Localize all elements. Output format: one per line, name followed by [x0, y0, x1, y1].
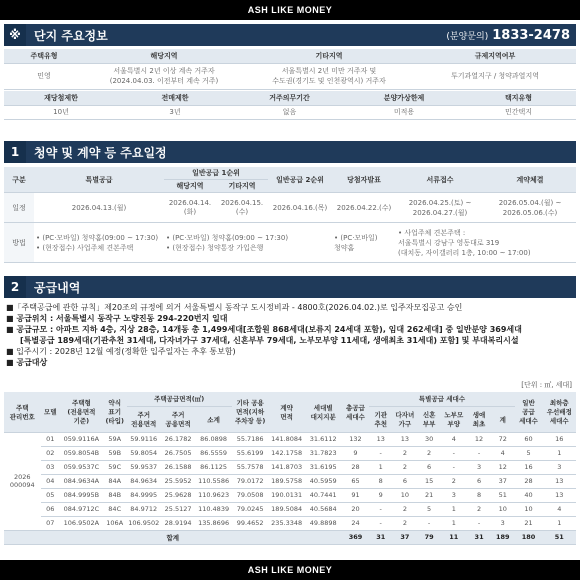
- table-cell: 15: [418, 474, 441, 488]
- table-cell: 40.7441: [305, 488, 342, 502]
- col-header: 모델: [41, 392, 60, 432]
- table-cell: 21: [418, 488, 441, 502]
- col-header: 최하층 우선배정 세대수: [543, 392, 576, 432]
- table-cell: 26.1588: [161, 460, 195, 474]
- table-row: [4, 502, 576, 516]
- table-cell: 26.7505: [161, 446, 195, 460]
- land-type: 민간택지: [461, 105, 576, 119]
- col-header: 특별공급: [34, 167, 164, 193]
- col-header: 서류접수: [396, 167, 484, 193]
- table-cell: 6: [467, 474, 491, 488]
- table-cell: 10: [392, 488, 418, 502]
- table-cell: 28: [342, 460, 370, 474]
- table-cell: 20: [342, 502, 370, 516]
- table-cell: 59.9537: [127, 460, 161, 474]
- table-cell: 8: [467, 488, 491, 502]
- table-cell: 4: [440, 432, 467, 446]
- table-cell: 1: [440, 516, 467, 530]
- note-line: [특별공급 189세대(기관추천 31세대, 다자녀가구 37세대, 신혼부부 79세대, 노부모부양 11세대, 생애최초 31세대) 포함] 및 부대복리시설: [20, 336, 519, 345]
- table-cell: 60: [515, 432, 543, 446]
- table-cell: 91: [342, 488, 370, 502]
- table-cell: 31.6112: [305, 432, 342, 446]
- table-cell: -: [369, 516, 392, 530]
- table-cell: 55.7578: [232, 460, 269, 474]
- section-header-complex-info: [4, 24, 576, 46]
- table-cell: 79.0508: [232, 488, 269, 502]
- table-cell: 4: [491, 446, 515, 460]
- table-cell: 28: [515, 474, 543, 488]
- table-cell: -: [418, 516, 441, 530]
- table-cell: 132: [342, 432, 370, 446]
- complex-info-table-2: [4, 91, 576, 120]
- table-cell: 79.0245: [232, 502, 269, 516]
- total-cell: 369: [342, 530, 370, 544]
- table-cell: 5: [418, 502, 441, 516]
- table-cell: 51: [491, 488, 515, 502]
- table-cell: 03: [41, 460, 60, 474]
- section-number: 2: [4, 276, 26, 298]
- special-date: 2026.04.13.(월): [34, 193, 164, 223]
- total-label: 합계: [4, 530, 342, 544]
- table-cell: 2: [418, 446, 441, 460]
- col-header: 재당첨제한: [4, 91, 118, 105]
- unit-label: [단위 : ㎡, 세대]: [521, 381, 572, 389]
- col-header: 세대별 대지지분: [305, 392, 342, 432]
- table-cell: 30: [418, 432, 441, 446]
- table-cell: 59B: [103, 446, 127, 460]
- table-cell: 084.9712C: [60, 502, 103, 516]
- table-cell: 12: [491, 460, 515, 474]
- col-header: 주거 전용면적: [127, 406, 161, 432]
- table-cell: 110.9623: [195, 488, 232, 502]
- table-cell: 141.8703: [268, 460, 305, 474]
- other-area: 서울특별시 2년 미만 거주자 및 수도권(경기도 및 인천광역시) 거주자: [244, 63, 414, 89]
- col-header: 일반공급 2순위: [268, 167, 332, 193]
- table-cell: 10: [515, 502, 543, 516]
- table-cell: 1: [543, 446, 576, 460]
- col-header: 규제지역여부: [414, 49, 576, 63]
- table-cell: 6: [392, 474, 418, 488]
- general-method: • (PC·모바일) 청약홈(09:00 ~ 17:30) • (현장접수) 청약통장 가입은행: [164, 223, 332, 263]
- table-cell: 106.9502A: [60, 516, 103, 530]
- col-header: 주거 공용면적: [161, 406, 195, 432]
- total-cell: 11: [440, 530, 467, 544]
- col-header: 다자녀 가구: [392, 406, 418, 432]
- table-cell: 189.5758: [268, 474, 305, 488]
- table-row: [4, 516, 576, 530]
- total-cell: 51: [543, 530, 576, 544]
- total-cell: 189: [491, 530, 515, 544]
- table-cell: 059.9116A: [60, 432, 103, 446]
- table-cell: 06: [41, 502, 60, 516]
- note-line: ■ 입주시기 : 2028년 12월 예정(정확한 입주일자는 추후 통보함): [6, 347, 236, 356]
- table-cell: 3: [467, 460, 491, 474]
- section-header-supply: [4, 276, 576, 298]
- phone-number: 1833-2478: [492, 27, 570, 43]
- section-title: 공급내역: [34, 280, 81, 295]
- top-banner: ASH LIKE MONEY: [0, 0, 580, 20]
- table-cell: 142.1758: [268, 446, 305, 460]
- section-title: 청약 및 계약 등 주요일정: [34, 145, 167, 160]
- rewin-limit: 10년: [4, 105, 118, 119]
- table-cell: 2: [467, 502, 491, 516]
- document-page: [0, 20, 580, 560]
- table-row: [4, 474, 576, 488]
- col-header: 해당지역: [164, 180, 216, 193]
- table-cell: 40.5959: [305, 474, 342, 488]
- table-cell: 1: [369, 460, 392, 474]
- table-cell: 3: [491, 516, 515, 530]
- table-cell: 40: [515, 488, 543, 502]
- col-header: 계: [491, 406, 515, 432]
- phone-label: (분양문의): [446, 31, 489, 42]
- other-date: 2026.04.15.(수): [216, 193, 268, 223]
- table-cell: 02: [41, 446, 60, 460]
- table-cell: -: [440, 460, 467, 474]
- table-row: [4, 446, 576, 460]
- col-header: 기타 공용 면적(지하 주차장 등): [232, 392, 269, 432]
- supply-table: [4, 392, 576, 545]
- col-header: 계약체결: [484, 167, 576, 193]
- table-cell: 55.7186: [232, 432, 269, 446]
- mgmt-number: 2026 000094: [4, 432, 41, 530]
- table-cell: 84A: [103, 474, 127, 488]
- col-header: 주택공급면적(㎡): [127, 392, 232, 406]
- row-label: 일정: [4, 193, 34, 223]
- table-cell: 110.4839: [195, 502, 232, 516]
- col-header: 해당지역: [84, 49, 244, 63]
- table-cell: 1: [543, 516, 576, 530]
- col-header: 약식 표기 (타입): [103, 392, 127, 432]
- table-cell: 49.8898: [305, 516, 342, 530]
- reference-mark: ※: [4, 24, 26, 46]
- table-cell: 12: [467, 432, 491, 446]
- table-cell: 79.0172: [232, 474, 269, 488]
- total-cell: 31: [467, 530, 491, 544]
- table-cell: 28.9194: [161, 516, 195, 530]
- col-header: 택지유형: [461, 91, 576, 105]
- table-cell: 72: [491, 432, 515, 446]
- table-cell: 21: [515, 516, 543, 530]
- bottom-banner: ASH LIKE MONEY: [0, 560, 580, 580]
- table-cell: 84.9712: [127, 502, 161, 516]
- table-cell: 4: [543, 502, 576, 516]
- col-header: 분양가상한제: [347, 91, 461, 105]
- table-cell: 05: [41, 488, 60, 502]
- table-cell: 84C: [103, 502, 127, 516]
- table-cell: 16: [543, 432, 576, 446]
- table-cell: 24: [342, 516, 370, 530]
- residence-duty: 없음: [232, 105, 347, 119]
- table-cell: 01: [41, 432, 60, 446]
- col-header: 구분: [4, 167, 34, 193]
- resale-limit: 3년: [118, 105, 232, 119]
- sales-phone: [446, 28, 570, 43]
- regulated-area: 투기과열지구 / 청약과열지역: [414, 63, 576, 89]
- row-label: 방법: [4, 223, 34, 263]
- col-header: 거주의무기간: [232, 91, 347, 105]
- table-cell: 2: [392, 516, 418, 530]
- table-cell: 25.9628: [161, 488, 195, 502]
- table-cell: 3: [543, 460, 576, 474]
- table-cell: -: [440, 446, 467, 460]
- table-cell: 9: [342, 446, 370, 460]
- table-cell: 13: [392, 432, 418, 446]
- table-cell: 2: [440, 474, 467, 488]
- table-cell: 16: [515, 460, 543, 474]
- col-header: 주택형 (전용면적 기준): [60, 392, 103, 432]
- schedule-table: [4, 167, 576, 263]
- col-header: 소계: [195, 406, 232, 432]
- note-line: ■ 공급대상: [6, 358, 48, 367]
- section-header-schedule: [4, 141, 576, 163]
- table-cell: -: [467, 446, 491, 460]
- table-cell: 106.9502: [127, 516, 161, 530]
- table-cell: -: [369, 502, 392, 516]
- table-cell: 084.9995B: [60, 488, 103, 502]
- table-cell: 5: [515, 446, 543, 460]
- table-cell: 86.0898: [195, 432, 232, 446]
- table-cell: 3: [440, 488, 467, 502]
- special-method: • (PC·모바일) 청약홈(09:00 ~ 17:30) • (현장접수) 사업주체 견본주택: [34, 223, 164, 263]
- table-cell: 1: [440, 502, 467, 516]
- table-cell: 84.9995: [127, 488, 161, 502]
- table-cell: 25.5952: [161, 474, 195, 488]
- table-cell: 13: [369, 432, 392, 446]
- table-cell: 59C: [103, 460, 127, 474]
- col-header: 기관 추천: [369, 406, 392, 432]
- winner-method: • (PC·모바일) 청약홈: [332, 223, 396, 263]
- col-header: 일반공급 1순위: [164, 167, 268, 180]
- table-cell: 99.4652: [232, 516, 269, 530]
- table-cell: 07: [41, 516, 60, 530]
- table-cell: 6: [418, 460, 441, 474]
- price-cap: 미적용: [347, 105, 461, 119]
- section-number: 1: [4, 141, 26, 163]
- table-cell: 04: [41, 474, 60, 488]
- table-cell: 9: [369, 488, 392, 502]
- table-cell: 86.5559: [195, 446, 232, 460]
- table-cell: 31.6195: [305, 460, 342, 474]
- table-cell: 10: [491, 502, 515, 516]
- table-cell: 2: [392, 446, 418, 460]
- complex-info-table-1: [4, 49, 576, 90]
- local-date: 2026.04.14.(화): [164, 193, 216, 223]
- housing-type: 민영: [4, 63, 84, 89]
- table-cell: 86.1125: [195, 460, 232, 474]
- table-cell: -: [467, 516, 491, 530]
- table-cell: 190.0131: [268, 488, 305, 502]
- note-line: ■ 공급규모 : 아파트 지하 4층, 지상 28층, 14개동 총 1,499세대[조합원 868세대(보류지 24세대 포함), 임대 262세대] 중 일반분양 369세대: [6, 325, 522, 334]
- table-cell: 40.5684: [305, 502, 342, 516]
- supply-notes: [6, 302, 576, 368]
- table-cell: 13: [543, 474, 576, 488]
- col-header: 주택유형: [4, 49, 84, 63]
- col-header: 신혼 부부: [418, 406, 441, 432]
- table-cell: 31.7823: [305, 446, 342, 460]
- col-header: 당첨자발표: [332, 167, 396, 193]
- table-cell: 059.8054B: [60, 446, 103, 460]
- table-cell: 25.5127: [161, 502, 195, 516]
- table-cell: 084.9634A: [60, 474, 103, 488]
- table-cell: 106A: [103, 516, 127, 530]
- docs-contract-method: • 사업주체 견본주택 : 서울특별시 강남구 영동대로 319 (대치동, 자이갤러리 1층, 10:00 ~ 17:00): [396, 223, 576, 263]
- table-row: [4, 460, 576, 474]
- col-header: 생애 최초: [467, 406, 491, 432]
- col-header: 일반 공급 세대수: [515, 392, 543, 432]
- table-cell: 84.9634: [127, 474, 161, 488]
- note-line: ■ 공급위치 : 서울특별시 동작구 노량진동 294-220번지 일대: [6, 314, 228, 323]
- winner-date: 2026.04.22.(수): [332, 193, 396, 223]
- total-cell: 79: [418, 530, 441, 544]
- total-cell: 180: [515, 530, 543, 544]
- col-header: 기타지역: [216, 180, 268, 193]
- table-cell: 235.3348: [268, 516, 305, 530]
- table-cell: 65: [342, 474, 370, 488]
- table-cell: 8: [369, 474, 392, 488]
- col-header: 노부모 부양: [440, 406, 467, 432]
- col-header: 전매제한: [118, 91, 232, 105]
- table-cell: 55.6199: [232, 446, 269, 460]
- table-cell: 189.5084: [268, 502, 305, 516]
- general2-date: 2026.04.16.(목): [268, 193, 332, 223]
- col-header: 기타지역: [244, 49, 414, 63]
- table-cell: -: [369, 446, 392, 460]
- table-cell: 59.9116: [127, 432, 161, 446]
- col-header: 총공급 세대수: [342, 392, 370, 432]
- table-cell: 2: [392, 460, 418, 474]
- section-title: 단지 주요정보: [34, 28, 108, 43]
- table-cell: 135.8696: [195, 516, 232, 530]
- col-header: 특별공급 세대수: [369, 392, 514, 406]
- docs-date: 2026.04.25.(토) ~ 2026.04.27.(월): [396, 193, 484, 223]
- local-area: 서울특별시 2년 이상 계속 거주자 (2024.04.03. 이전부터 계속 거주): [84, 63, 244, 89]
- total-cell: 31: [369, 530, 392, 544]
- col-header: 계약 면적: [268, 392, 305, 432]
- table-cell: 26.1782: [161, 432, 195, 446]
- table-cell: 13: [543, 488, 576, 502]
- table-cell: 59A: [103, 432, 127, 446]
- table-cell: 110.5586: [195, 474, 232, 488]
- col-header: 주택 관리번호: [4, 392, 41, 432]
- note-line: ■「주택공급에 관한 규칙」제20조의 규정에 의거 서울특별시 동작구 도시정비과 - 4800호(2026.04.02.)로 입주자모집공고 승인: [6, 303, 463, 312]
- table-cell: 84B: [103, 488, 127, 502]
- table-cell: 59.8054: [127, 446, 161, 460]
- table-cell: 2: [392, 502, 418, 516]
- table-row: [4, 432, 576, 446]
- table-cell: 37: [491, 474, 515, 488]
- total-cell: 37: [392, 530, 418, 544]
- table-cell: 059.9537C: [60, 460, 103, 474]
- table-row: [4, 488, 576, 502]
- contract-date: 2026.05.04.(월) ~ 2026.05.06.(수): [484, 193, 576, 223]
- table-cell: 141.8084: [268, 432, 305, 446]
